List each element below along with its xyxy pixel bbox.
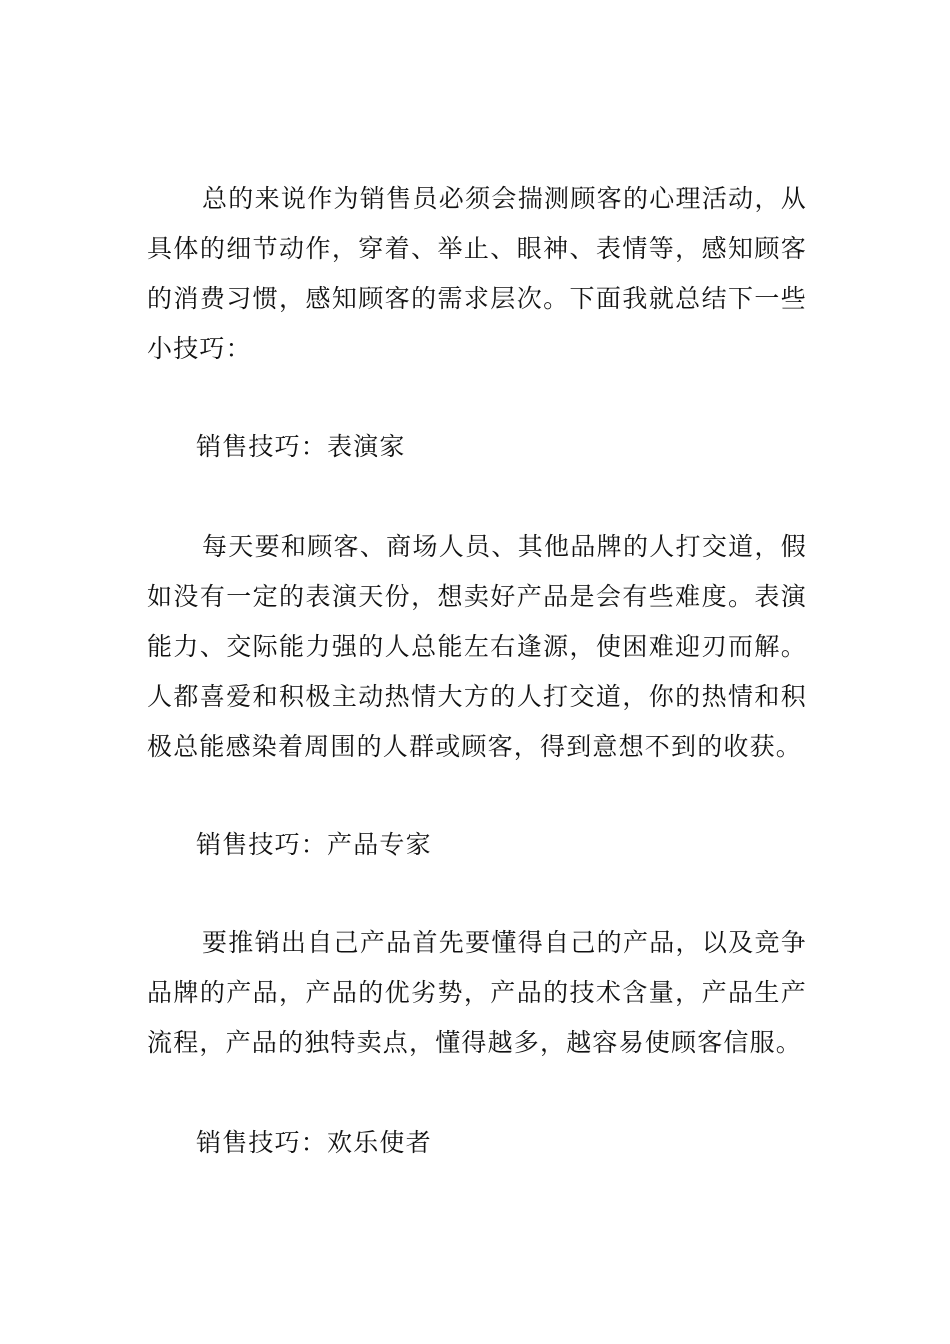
intro-paragraph: 总的来说作为销售员必须会揣测顾客的心理活动，从具体的细节动作，穿着、举止、眼神、表情等，感知顾客的消费习惯，感知顾客的需求层次。下面我就总结下一些小技巧： xyxy=(147,184,807,363)
performer-paragraph: 每天要和顾客、商场人员、其他品牌的人打交道，假如没有一定的表演天份，想卖好产品是会有些难度。表演能力、交际能力强的人总能左右逢源，使困难迎刃而解。人都喜爱和积极主动热情大方的人打交道，你的热情和积极总能感染着周围的人群或顾客，得到意想不到的收获。 xyxy=(147,532,807,761)
section-heading-performer: 销售技巧：表演家 xyxy=(196,432,406,461)
section-heading-happy-messenger: 销售技巧：欢乐使者 xyxy=(196,1128,432,1157)
section-heading-product-expert: 销售技巧：产品专家 xyxy=(196,830,432,859)
product-expert-paragraph: 要推销出自己产品首先要懂得自己的产品，以及竞争品牌的产品，产品的优劣势，产品的技术含量，产品生产流程，产品的独特卖点，懂得越多，越容易使顾客信服。 xyxy=(147,928,807,1057)
